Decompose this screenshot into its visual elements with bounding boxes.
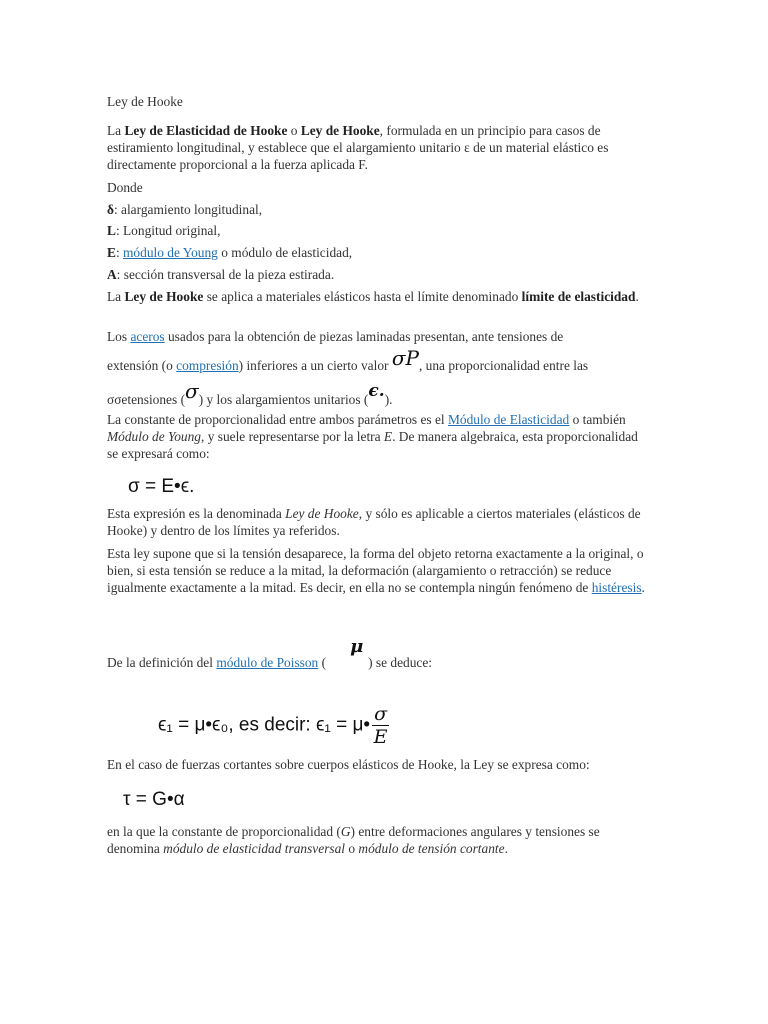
equation-left: ϵ₁ = μ•ϵ₀ <box>158 714 229 736</box>
limit-paragraph <box>107 288 652 305</box>
fraction-numerator: σ <box>374 703 388 725</box>
text: , y sólo es aplicable a ciertos materiales (elásticos de Hooke) y dentro de los límites ya referidos. <box>107 506 641 538</box>
text: , formulada en un principio para casos de estiramiento longitudinal, y establece que el alargamiento unitario ε de un material elástico es directamente proporcional a la fuerza aplicada F. <box>107 123 609 172</box>
intro-paragraph <box>107 122 652 173</box>
page-title: Ley de Hooke <box>107 94 183 109</box>
text: ) entre deformaciones angulares y tensiones se denomina <box>107 824 600 856</box>
text: Esta expresión es la denominada <box>107 506 286 521</box>
text: De la definición del <box>107 655 217 670</box>
italic-term: Módulo de Young <box>107 429 201 444</box>
hysteresis-paragraph <box>107 545 652 596</box>
steel-paragraph-line2 <box>107 346 652 374</box>
text: o <box>287 123 301 138</box>
link-histeresis[interactable]: histéresis <box>591 580 642 595</box>
text: en la que la constante de proporcionalidad ( <box>107 824 341 839</box>
text: : alargamiento longitudinal, <box>113 202 263 217</box>
text: ) inferiores a un cierto valor <box>238 358 392 373</box>
link-modulo-de-elasticidad[interactable]: Módulo de Elasticidad <box>447 412 570 427</box>
text: ) se deduce: <box>368 655 433 670</box>
equation-poisson <box>158 703 389 748</box>
symbol: A <box>107 267 117 282</box>
link-modulo-de-poisson[interactable]: módulo de Poisson <box>216 655 319 670</box>
equation-text: , es decir: <box>228 714 316 736</box>
equation-hooke: σ = E•ϵ. <box>128 476 195 497</box>
mu-symbol: μ <box>350 636 364 657</box>
sigma-p-symbol: σP <box>391 346 419 370</box>
bold-term: Ley de Hooke <box>124 289 204 304</box>
italic-term: Ley de Hooke <box>285 506 359 521</box>
text: usados para la obtención de piezas laminadas presentan, ante tensiones de <box>164 329 564 344</box>
text: La constante de proporcionalidad entre ambos parámetros es el <box>107 412 448 427</box>
text: Esta ley supone que si la tensión desaparece, la forma del objeto retorna exactamente a la original, o bien, si esta tensión se reduce a la mitad, la deformación (alargamiento o retracción) se reduce igualmente exactamente a la mitad. Es decir, en ella no se contempla ningún fenómeno de <box>107 546 644 595</box>
text: La <box>107 123 125 138</box>
text: , y suele representarse por la letra <box>201 429 384 444</box>
expression-paragraph <box>107 505 652 539</box>
donde-label: Donde <box>107 180 143 195</box>
italic-term: módulo de elasticidad transversal <box>163 841 346 856</box>
equation-shear: τ = G•α <box>123 789 185 810</box>
sigma-symbol: σ <box>185 379 199 403</box>
text: extensión (o <box>107 358 177 373</box>
text: ( <box>318 655 327 670</box>
text: La <box>107 289 125 304</box>
text: . <box>635 289 639 304</box>
fraction <box>372 703 389 748</box>
definition-e <box>107 244 652 261</box>
link-compresion[interactable]: compresión <box>176 358 239 373</box>
italic-term: E <box>383 429 393 444</box>
shear-paragraph: En el caso de fuerzas cortantes sobre cuerpos elásticos de Hooke, la Ley se expresa como: <box>107 757 590 772</box>
poisson-paragraph <box>107 636 652 671</box>
text: : <box>115 245 124 260</box>
text: o también <box>569 412 626 427</box>
text: ) y los alargamientos unitarios ( <box>198 392 369 407</box>
text: . <box>504 841 508 856</box>
text: . <box>641 580 645 595</box>
text: Los <box>107 329 131 344</box>
link-modulo-de-young[interactable]: módulo de Young <box>123 245 218 260</box>
bold-term: Ley de Elasticidad de Hooke <box>124 123 288 138</box>
text: ). <box>384 392 393 407</box>
text: σσetensiones ( <box>107 392 186 407</box>
definition-a <box>107 266 652 283</box>
symbol: δ <box>107 202 114 217</box>
steel-paragraph-line3 <box>107 379 652 408</box>
definition-l <box>107 222 652 239</box>
text: : sección transversal de la pieza estirada. <box>116 267 335 282</box>
link-aceros[interactable]: aceros <box>130 329 165 344</box>
italic-term: G <box>340 824 351 839</box>
epsilon-symbol: ϵ. <box>368 381 385 401</box>
text: . De manera algebraica, esta proporcionalidad se expresará como: <box>107 429 638 461</box>
definition-delta <box>107 201 652 218</box>
text: o <box>345 841 359 856</box>
text: o módulo de elasticidad, <box>217 245 353 260</box>
fraction-denominator: E <box>373 726 388 748</box>
steel-paragraph-line1 <box>107 328 652 345</box>
bold-term: Ley de Hooke <box>300 123 380 138</box>
text: se aplica a materiales elásticos hasta el límite denominado <box>203 289 522 304</box>
constant-paragraph <box>107 411 652 462</box>
italic-term: módulo de tensión cortante <box>358 841 505 856</box>
bold-term: límite de elasticidad <box>521 289 636 304</box>
text: : Longitud original, <box>115 223 221 238</box>
equation-right: ϵ₁ = μ• <box>316 714 371 736</box>
shear-modulus-paragraph <box>107 823 652 857</box>
symbol: E <box>107 245 116 260</box>
text: , una proporcionalidad entre las <box>418 358 589 373</box>
symbol: L <box>107 223 116 238</box>
